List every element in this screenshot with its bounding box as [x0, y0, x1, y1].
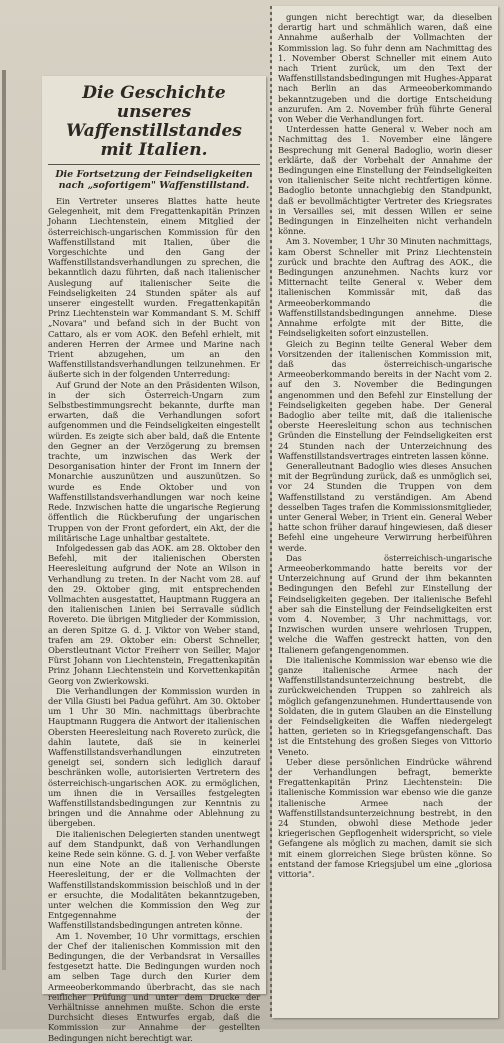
- right-paragraph: Unterdessen hatte General v. Weber noch am Nachmittag des 1. November eine längere Besprechung mit General Badoglio, worin dieser erklärte, daß der Vorbehalt der Annahme der Bedingungen eine Einstellung der Feindseligkeiten von italienischer Seite nicht rechtfertigen könne. Badoglio betonte unnachgiebig den Standpunkt, daß er bevollmächtigter Vertreter des Kriegsrates in Versailles sei, mit dessen Willen er seine Bedingungen in Einzelheiten nicht verhandeln könne.: [278, 124, 492, 237]
- left-paragraph: Am 1. November, 10 Uhr vormittags, erschien der Chef der italienischen Kommission mit den Bedingungen, die der Verbandsrat in Versailles festgesetzt hatte. Die Bedingungen wurden noch am selben Tage durch den Kurier dem Armeeoberkommando überbracht, das sie nach reiflicher Prüfung und unter dem Drucke der Verhältnisse annehmen mußte. Schon die erste Durchsicht dieses Entwurfes ergab, daß die Kommission zur Annahme der gestellten Bedingungen nicht berechtigt war.: [48, 930, 260, 1043]
- right-paragraph: Das österreichisch-ungarische Armeeoberkommando hatte bereits vor der Unterzeichnung auf Grund der ihm bekannten Bedingungen den Befehl zur Einstellung der Feindseligkeiten gegeben. Der italienische Befehl aber sah die Einstellung der Feindseligkeiten erst vom 4. November, 3 Uhr nachmittags, vor. Inzwischen wurden unsere wehrlosen Truppen, welche die Waffen gestreckt hatten, von den Italienern gefangengenommen.: [278, 552, 492, 655]
- scan-edge: [2, 70, 6, 970]
- article-headline: Die Geschichte unseres Waffenstillstandes mit Italien.: [66, 83, 242, 160]
- right-paragraph: Ueber diese persönlichen Eindrücke während der Verhandlungen befragt, bemerkte Fregattenkapitän Prinz Liechtenstein: Die italienische Kommission war ebenso wie die ganze italienische Armee nach der Waffenstillstandsunterzeichnung bestrebt, in den 24 Stunden, obwohl diese Methode jeder kriegerischen Gepflogenheit widerspricht, so viele Gefangene als möglich zu machen, damit sie sich mit einem glorreichen Siege brüsten könne. So entstand der famose Kriegsjubel um eine „gloriosa vittoria".: [278, 756, 492, 880]
- left-paragraph: Ein Vertreter unseres Blattes hatte heute Gelegenheit, mit dem Fregattenkapitän Prinzen Johann Liechtenstein, einem Mitglied der österreichisch-ungarischen Kommission für den Waffenstillstand mit Italien, über die Vorgeschichte und den Gang der Waffenstillstandsverhandlungen zu sprechen, die bekanntlich dazu führten, daß nach italienischer Auslegung auf italienischer Seite die Feindseligkeiten 24 Stunden später als auf unserer eingestellt wurden. Fregattenkapitän Prinz Liechtenstein war Kommandant S. M. Schiff „Novara" und befand sich in der Bucht von Cattaro, als er vom AOK. den Befehl erhielt, mit anderen Herren der Armee und Marine nach Trient abzugehen, um an den Waffenstillstandsverhandlungen teilzunehmen. Er äußerte sich in der folgenden Unterredung:: [48, 196, 260, 380]
- headline-rule: [48, 164, 260, 165]
- left-paragraph: Die Verhandlungen der Kommission wurden in der Villa Giusti bei Padua geführt. Am 30. Oktober um 1 Uhr 30 Min. nachmittags überbrachte Hauptmann Ruggera die Antwort der italienischen Obersten Heeresleitung nach Rovereto zurück, die dahin lautete, daß sie in keinerlei Waffenstillstandsverhandlungen einzutreten geneigt sei, sondern sich lediglich darauf beschränken wolle, autorisierten Vertretern des österreichisch-ungarischen AOK. zu ermöglichen, um ihnen die in Versailles festgelegten Waffenstillstandsbedingungen zur Kenntnis zu bringen und die Annahme oder Ablehnung zu übergeben.: [48, 685, 260, 829]
- left-paragraph: Auf Grund der Note an den Präsidenten Wilson, in der sich Österreich-Ungarn zum Selbstbestimmungsrecht bekannte, durfte man erwarten, daß die Verhandlungen sofort aufgenommen und die Feindseligkeiten eingestellt würden. Es zeigte sich aber bald, daß die Entente den Gegner an der Verzögerung zu bremsen trachte, um inzwischen das Werk der Desorganisation hinter der Front im Innern der Monarchie auszunützen und auszunützen. So wurde es Ende Oktober und von Waffenstillstandsverhandlungen war noch keine Rede. Inzwischen hatte die ungarische Regierung öffentlich die Rückberufung der ungarischen Truppen von der Front gefordert, ein Akt, der die militärische Lage unhaltbar gestaltete.: [48, 379, 260, 543]
- article-left-column: [42, 76, 266, 1043]
- left-paragraph: Die italienischen Delegierten standen unentwegt auf dem Standpunkt, daß von Verhandlungen keine Rede sein könne. G. d. J. von Weber verfaßte nun eine Note an die italienische Oberste Heeresleitung, der er die Vollmachten der Waffenstillstandskommission beischloß und in der er ersuchte, die Modalitäten bekanntzugeben, unter welchen die Kommission den Weg zur Entgegennahme der Waffenstillstandsbedingungen antreten könne.: [48, 828, 260, 931]
- right-paragraph: Die italienische Kommission war ebenso wie die ganze italienische Armee nach der Waffenstillstandsunterzeichnung bestrebt, die zurückweichenden Truppen so zahlreich als möglich gefangenzunehmen. Hunderttausende von Soldaten, die in gutem Glauben an die Einstellung der Feindseligkeiten die Waffen niedergelegt hatten, gerieten so in Kriegsgefangenschaft. Das ist die Entstehung des großen Sieges von Vittorio Veneto.: [278, 654, 492, 757]
- right-paragraph: Generalleutnant Badoglio wies dieses Ansuchen mit der Begründung zurück, daß es unmöglich sei, vor 24 Stunden die Truppen von dem Waffenstillstand zu verständigen. Am Abend desselben Tages trafen die Kommissionsmitglieder, unter General Weber, in Trient ein. General Weber hatte schon früher darauf hingewiesen, daß dieser Befehl eine ungeheure Verwirrung herbeiführen werde.: [278, 460, 492, 553]
- left-paragraph: Infolgedessen gab das AOK. am 28. Oktober den Befehl, mit der italienischen Obersten Heeresleitung aufgrund der Note an Wilson in Verhandlung zu treten. In der Nacht vom 28. auf den 29. Oktober ging, mit entsprechenden Vollmachten ausgestattet, Hauptmann Ruggera an den italienischen Linien bei Serravalle südlich Rovereto. Die übrigen Mitglieder der Kommission, an deren Spitze G. d. J. Viktor von Weber stand, trafen am 29. Oktober ein: Oberst Schneller, Oberstleutnant Victor Freiherr von Seiller, Major Fürst Johann von Liechtenstein, Fregattenkapitän Prinz Johann Liechtenstein und Korvettenkapitän Georg von Zwierkowski.: [48, 542, 260, 686]
- article-right-column: [272, 6, 498, 1018]
- article-subheadline: Die Fortsetzung der Feindseligkeiten nach „sofortigem" Waffenstillstand.: [55, 169, 253, 191]
- right-paragraph: Gleich zu Beginn teilte General Weber dem Vorsitzenden der italienischen Kommission mit, daß das österreichisch-ungarische Armeeoberkommando bereits in der Nacht vom 2. auf den 3. November die Bedingungen angenommen und den Befehl zur Einstellung der Feindseligkeiten gegeben habe. Der General Badoglio aber teilte mit, daß die italienische oberste Heeresleitung schon aus technischen Gründen die Einstellung der Feindseligkeiten erst 24 Stunden nach der Unterzeichnung des Waffenstillstandsvertrages eintreten lassen könne.: [278, 338, 492, 461]
- right-paragraph: Am 3. November, 1 Uhr 30 Minuten nachmittags, kam Oberst Schneller mit Prinz Liechtenstein zurück und brachte den Auftrag des AOK., die Bedingungen anzunehmen. Nachts kurz vor Mitternacht teilte General v. Weber dem italienischen Kommissär mit, daß das Armeeoberkommando die Waffenstillstandsbedingungen annehme. Diese Annahme erfolgte mit der Bitte, die Feindseligkeiten sofort einzustellen.: [278, 236, 492, 339]
- right-paragraph: gungen nicht berechtigt war, da dieselben derartig hart und schmählich waren, daß eine Annahme außerhalb der Vollmachten der Kommission lag. So fuhr denn am Nachmittag des 1. November Oberst Schneller mit einem Auto nach Trient zurück, um den Text der Waffenstillstandsbedingungen mit Hughes-Apparat nach Berlin an das Armeeoberkommando bekanntzugeben und die dortige Entscheidung anzurufen. Am 2. November früh führte General von Weber die Verhandlungen fort.: [278, 12, 492, 125]
